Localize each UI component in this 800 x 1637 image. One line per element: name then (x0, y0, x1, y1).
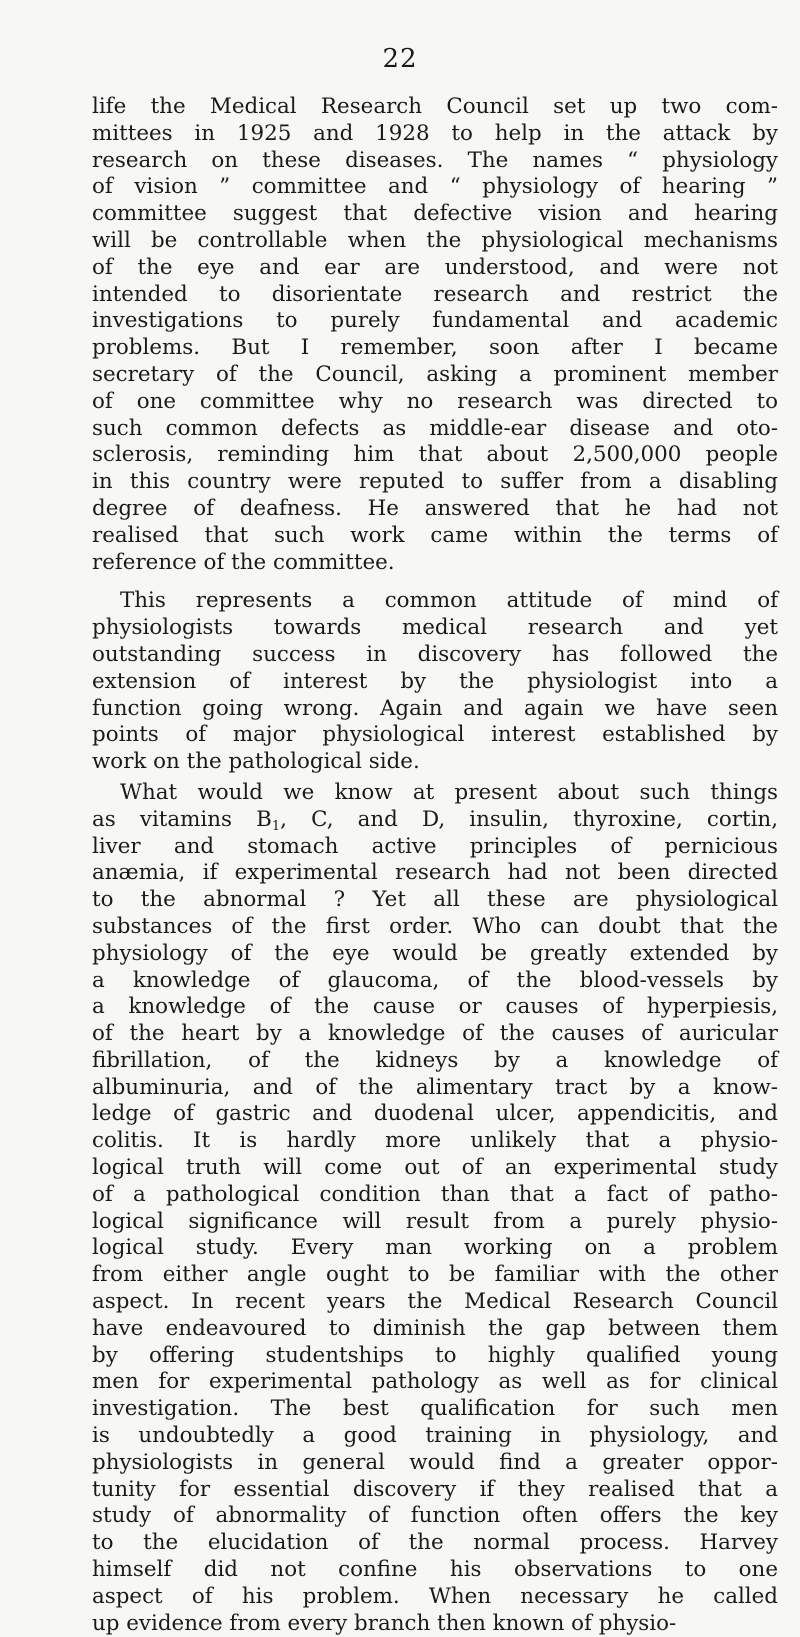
text-line: fibrillation, of the kidneys by a knowledge of (92, 1047, 778, 1073)
text-line: physiologists towards medical research and yet (92, 615, 778, 641)
text-line: points of major physiological interest established by (92, 722, 778, 748)
text-line: ledge of gastric and duodenal ulcer, appendicitis, and (92, 1101, 778, 1127)
text-line: mittees in 1925 and 1928 to help in the attack by (92, 120, 778, 146)
text-line: reference of the committee. (92, 549, 395, 575)
paragraph-1 (92, 94, 778, 576)
text-line: committee suggest that defective vision and hearing (92, 201, 778, 227)
text-line: sclerosis, reminding him that about 2,500,000 people (92, 442, 778, 468)
paragraph-3 (92, 780, 778, 1637)
text-line: logical significance will result from a purely physio- (92, 1208, 778, 1234)
text-line: anæmia, if experimental research had not been directed (92, 860, 778, 886)
text-line: is undoubtedly a good training in physiology, and (92, 1423, 778, 1449)
text-line: degree of deafness. He answered that he had not (92, 495, 778, 521)
text-line: What would we know at present about such things (120, 779, 778, 805)
text-line: substances of the first order. Who can doubt that the (92, 913, 778, 939)
text-line: colitis. It is hardly more unlikely that a physio- (92, 1128, 778, 1154)
text-line: aspect. In recent years the Medical Research Council (92, 1289, 778, 1315)
text-line: from either angle ought to be familiar with the other (92, 1262, 778, 1288)
text-line: physiologists in general would find a greater oppor- (92, 1449, 778, 1475)
text-line-vitamins (92, 807, 778, 834)
text-line: intended to disorientate research and restrict the (92, 281, 778, 307)
text-line: work on the pathological side. (92, 749, 420, 775)
vitamin-prefix: as vitamins B (92, 806, 272, 832)
text-line: secretary of the Council, asking a prominent member (92, 361, 778, 387)
text-line: a knowledge of the cause or causes of hyperpiesis, (92, 994, 778, 1020)
text-line: logical study. Every man working on a problem (92, 1235, 778, 1261)
text-line: tunity for essential discovery if they realised that a (92, 1476, 778, 1502)
text-line: aspect of his problem. When necessary he called (92, 1583, 778, 1609)
text-line: of vision ” committee and “ physiology of hearing ” (92, 174, 778, 200)
text-line: a knowledge of glaucoma, of the blood-vessels by (92, 967, 778, 993)
text-line: of the eye and ear are understood, and were not (92, 254, 778, 280)
text-line: to the abnormal ? Yet all these are physiological (92, 887, 778, 913)
text-line: men for experimental pathology as well as for clinical (92, 1369, 778, 1395)
text-line: logical truth will come out of an experimental study (92, 1155, 778, 1181)
text-line: such common defects as middle-ear disease and oto- (92, 415, 778, 441)
text-line: to the elucidation of the normal process. Harvey (92, 1530, 778, 1556)
text-line: realised that such work came within the terms of (92, 522, 778, 548)
text-line: himself did not confine his observations to one (92, 1557, 778, 1583)
text-line: investigations to purely fundamental and academic (92, 308, 778, 334)
text-line: problems. But I remember, soon after I became (92, 335, 778, 361)
text-line: liver and stomach active principles of pernicious (92, 833, 778, 859)
text-line: physiology of the eye would be greatly extended by (92, 940, 778, 966)
text-line: investigation. The best qualification for such men (92, 1396, 778, 1422)
text-line: up evidence from every branch then known of physio- (92, 1610, 677, 1636)
text-line: outstanding success in discovery has followed the (92, 641, 778, 667)
text-line: will be controllable when the physiological mechanisms (92, 227, 778, 253)
vitamin-rest: , C, and D, insulin, thyroxine, cortin, (280, 806, 778, 832)
text-line: have endeavoured to diminish the gap between them (92, 1315, 778, 1341)
text-line: of the heart by a knowledge of the causes of auricular (92, 1021, 778, 1047)
body-text (92, 94, 778, 1637)
text-line: by offering studentships to highly qualified young (92, 1342, 778, 1368)
text-line: of one committee why no research was directed to (92, 388, 778, 414)
text-line: extension of interest by the physiologist into a (92, 668, 778, 694)
text-line: of a pathological condition than that a fact of patho- (92, 1181, 778, 1207)
paragraph-2 (92, 588, 778, 776)
vitamin-subscript: 1 (271, 818, 281, 834)
text-line: albuminuria, and of the alimentary tract by a know- (92, 1074, 778, 1100)
text-line: in this country were reputed to suffer from a disabling (92, 469, 778, 495)
page-number: 22 (382, 44, 418, 74)
text-line: function going wrong. Again and again we have seen (92, 695, 778, 721)
text-line: This represents a common attitude of mind of (120, 588, 778, 614)
text-line: study of abnormality of function often offers the key (92, 1503, 778, 1529)
text-line: research on these diseases. The names “ physiology (92, 147, 778, 173)
text-line: life the Medical Research Council set up two com- (92, 94, 778, 119)
